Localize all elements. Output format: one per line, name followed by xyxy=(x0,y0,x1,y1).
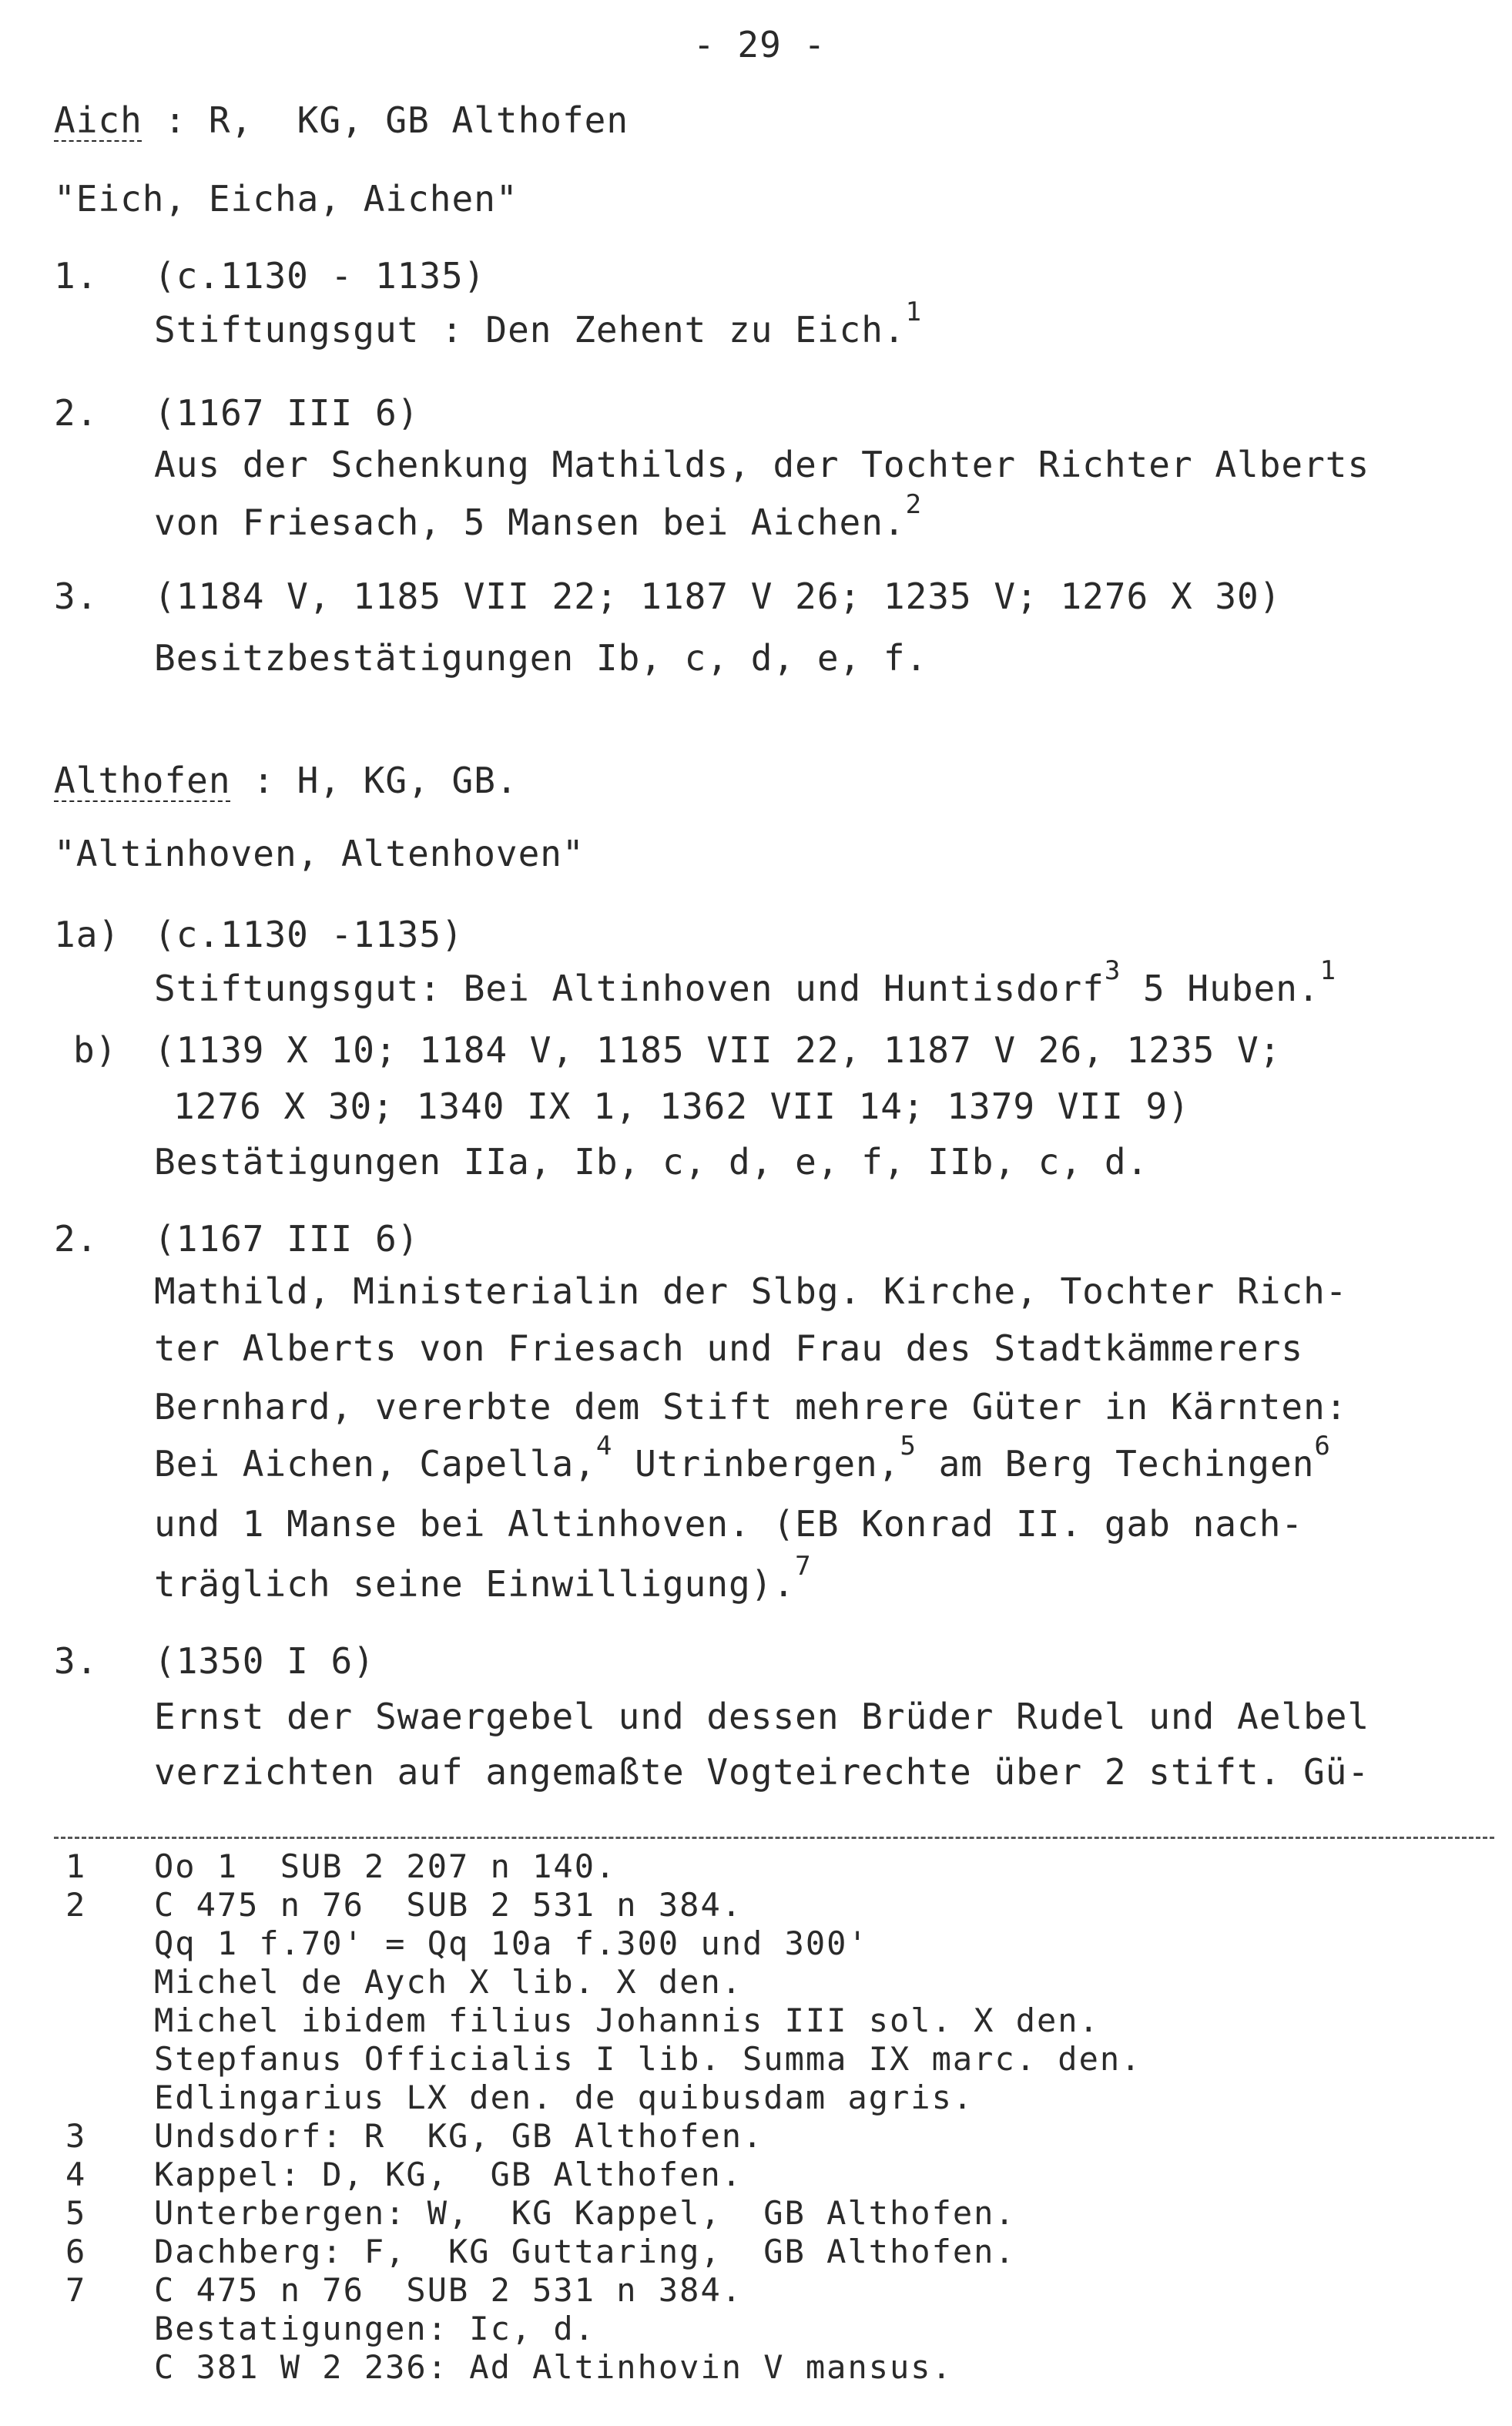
item-text: Bernhard, vererbte dem Stift mehrere Güter in Kärnten: xyxy=(154,1386,1348,1428)
item-date: (c.1130 -1135) xyxy=(154,914,464,955)
item-date: (1167 III 6) xyxy=(154,392,420,434)
footnote-number: 1 xyxy=(65,1847,87,1885)
footnote-text: Unterbergen: W, KG Kappel, GB Althofen. xyxy=(154,2194,1016,2232)
footnote-text: C 381 W 2 236: Ad Altinhovin V mansus. xyxy=(154,2348,953,2386)
item-date: (1139 X 10; 1184 V, 1185 VII 22, 1187 V 26, 1235 V; xyxy=(154,1029,1282,1071)
page-number: - 29 - xyxy=(693,24,826,65)
footnote-number: 6 xyxy=(65,2233,87,2270)
item-text: verzichten auf angemaßte Vogteirechte über 2 stift. Gü- xyxy=(154,1751,1370,1793)
footnote-number: 4 xyxy=(65,2156,87,2193)
item-text-body: Utrinbergen, xyxy=(612,1443,900,1485)
item-text-body: träglich seine Einwilligung). xyxy=(154,1563,796,1605)
item-date: (1167 III 6) xyxy=(154,1218,420,1260)
item-text-body: am Berg Techingen xyxy=(916,1443,1315,1485)
footnote-ref: 4 xyxy=(595,1431,613,1461)
footnote-ref: 1 xyxy=(905,297,923,327)
footnote-text: Kappel: D, KG, GB Althofen. xyxy=(154,2156,743,2193)
item-text: Bestätigungen IIa, Ib, c, d, e, f, IIb, c, d. xyxy=(154,1141,1149,1183)
entry-names: "Altinhoven, Altenhoven" xyxy=(54,833,585,874)
item-text: Aus der Schenkung Mathilds, der Tochter Richter Alberts xyxy=(154,444,1370,485)
item-text-body: von Friesach, 5 Mansen bei Aichen. xyxy=(154,502,906,543)
item-text xyxy=(154,1431,1331,1485)
heading-details: : H, KG, GB. xyxy=(230,760,518,801)
item-number: b) xyxy=(73,1029,118,1071)
item-text xyxy=(154,489,923,544)
footnote-number: 3 xyxy=(65,2117,87,2155)
entry-heading-aich xyxy=(54,99,629,142)
item-date: 1276 X 30; 1340 IX 1, 1362 VII 14; 1379 VII 9) xyxy=(173,1085,1190,1127)
item-text: ter Alberts von Friesach und Frau des Stadtkämmerers xyxy=(154,1327,1304,1369)
item-date: (1184 V, 1185 VII 22; 1187 V 26; 1235 V; 1276 X 30) xyxy=(154,575,1282,617)
footnote-text: Edlingarius LX den. de quibusdam agris. xyxy=(154,2079,974,2116)
item-number: 1. xyxy=(54,255,99,297)
item-text: und 1 Manse bei Altinhoven. (EB Konrad II. gab nach- xyxy=(154,1503,1304,1545)
footnote-ref: 7 xyxy=(795,1551,812,1582)
item-text xyxy=(154,1551,812,1606)
footnote-text: Bestatigungen: Ic, d. xyxy=(154,2310,596,2347)
item-text: Mathild, Ministerialin der Slbg. Kirche, Tochter Rich- xyxy=(154,1270,1348,1312)
footnote-number: 2 xyxy=(65,1886,87,1924)
item-number: 1a) xyxy=(54,914,121,955)
item-text xyxy=(154,297,923,351)
footnote-ref: 5 xyxy=(900,1431,917,1461)
footnote-ref: 3 xyxy=(1104,955,1121,986)
footnote-text: C 475 n 76 SUB 2 531 n 384. xyxy=(154,2271,743,2309)
item-number: 2. xyxy=(54,392,99,434)
footnote-ref: 1 xyxy=(1319,955,1337,986)
item-date: (c.1130 - 1135) xyxy=(154,255,486,297)
item-text-body: Bei Aichen, Capella, xyxy=(154,1443,596,1485)
footnote-text: Michel de Aych X lib. X den. xyxy=(154,1963,743,2001)
entry-names: "Eich, Eicha, Aichen" xyxy=(54,178,518,220)
item-text xyxy=(154,955,1337,1010)
item-number: 2. xyxy=(54,1218,99,1260)
item-text: Besitzbestätigungen Ib, c, d, e, f. xyxy=(154,637,928,679)
footnote-ref: 6 xyxy=(1314,1431,1331,1461)
heading-details: : R, KG, GB Althofen xyxy=(142,99,629,141)
footnote-text: Undsdorf: R KG, GB Althofen. xyxy=(154,2117,764,2155)
entry-heading-althofen xyxy=(54,759,518,802)
item-number: 3. xyxy=(54,575,99,617)
item-text-body: Stiftungsgut: Bei Altinhoven und Huntisdorf xyxy=(154,968,1105,1009)
footnote-divider xyxy=(54,1837,1494,1839)
item-text-body: 5 Huben. xyxy=(1121,968,1320,1009)
item-text: Ernst der Swaergebel und dessen Brüder Rudel und Aelbel xyxy=(154,1696,1370,1737)
item-date: (1350 I 6) xyxy=(154,1640,375,1682)
footnote-text: Stepfanus Officialis I lib. Summa IX marc. den. xyxy=(154,2040,1142,2078)
footnote-text: C 475 n 76 SUB 2 531 n 384. xyxy=(154,1886,743,1924)
footnote-text: Qq 1 f.70' = Qq 10a f.300 und 300' xyxy=(154,1924,869,1962)
heading-place-name: Althofen xyxy=(54,760,231,801)
footnote-ref: 2 xyxy=(905,489,923,520)
footnote-number: 7 xyxy=(65,2271,87,2309)
heading-place-name: Aich xyxy=(54,99,142,141)
item-text-body: Stiftungsgut : Den Zehent zu Eich. xyxy=(154,309,906,351)
footnote-number: 5 xyxy=(65,2194,87,2232)
footnote-text: Dachberg: F, KG Guttaring, GB Althofen. xyxy=(154,2233,1016,2270)
footnote-text: Michel ibidem filius Johannis III sol. X den. xyxy=(154,2002,1100,2039)
item-number: 3. xyxy=(54,1640,99,1682)
footnote-text: Oo 1 SUB 2 207 n 140. xyxy=(154,1847,617,1885)
